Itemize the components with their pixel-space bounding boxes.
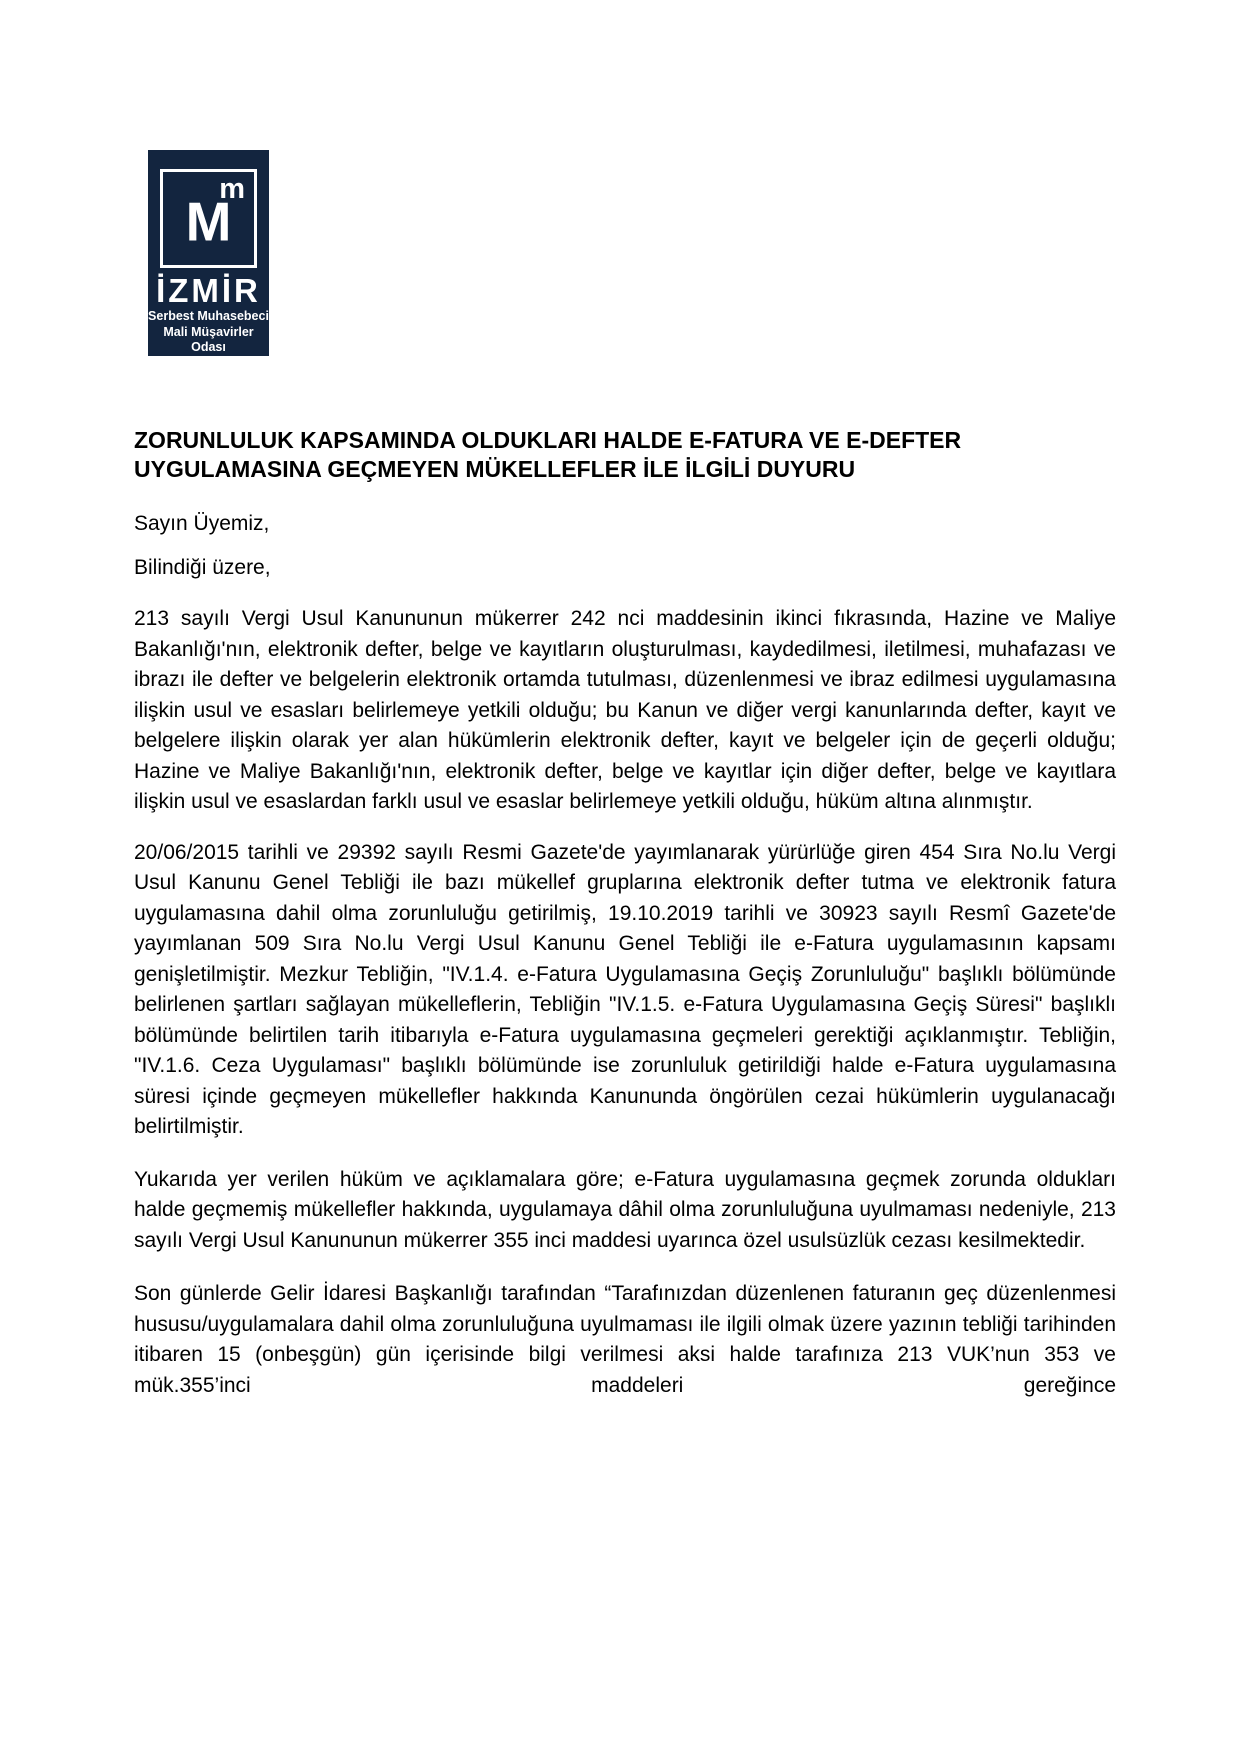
paragraph-legal-basis: 213 sayılı Vergi Usul Kanununun mükerrer 242 nci maddesinin ikinci fıkrasında, Hazine ve Maliye Bakanlığı'nın, elektronik defter, belge ve kayıtların oluşturulması, kaydedilmesi, iletilmesi, muhafazası ve ibrazı ile defter ve belgelerin elektronik ortamda tutulması, düzenlenmesi ve ibraz edilmesi uygulamasına ilişkin usul ve esasları belirlemeye yetkili olduğu; bu Kanun ve diğer vergi kanunlarında defter, kayıt ve belgelere ilişkin olarak yer alan hükümlerin elektronik defter, kayıt ve belgeler için de geçerli olduğu; Hazine ve Maliye Bakanlığı'nın, elektronik defter, belge ve kayıtlar için diğer defter, belge ve kayıtlara ilişkin usul ve esaslardan farklı usul ve esaslar belirlemeye yetkili olduğu, hüküm altına alınmıştır. — [134, 607, 1116, 813]
document-title: ZORUNLULUK KAPSAMINDA OLDUKLARI HALDE E-FATURA VE E-DEFTER UYGULAMASINA GEÇMEYEN MÜKELLEFLER İLE İLGİLİ DUYURU — [134, 427, 962, 482]
salutation: Sayın Üyemiz, — [134, 512, 270, 535]
document-body — [134, 426, 1116, 1401]
intro-line: Bilindiği üzere, — [134, 555, 271, 579]
izmir-smmm-logo — [148, 150, 269, 356]
paragraph-gib-notice-truncated: Son günlerde Gelir İdaresi Başkanlığı tarafından “Tarafınızdan düzenlenen faturanın geç düzenlenmesi hususu/uygulamalara dahil olma zorunluluğuna uyulmaması ile ilgili olmak üzere yazının tebliği tarihinden itibaren 15 (onbeşgün) gün içerisinde bilgi verilmesi aksi halde tarafınıza 213 VUK’nun 353 ve mük.355’inci maddeleri gereğince — [134, 1282, 1116, 1397]
logo-org-line1: Serbest Muhasebeci — [148, 309, 269, 323]
logo-letter-m: M — [185, 190, 232, 253]
logo-element-square — [160, 169, 257, 268]
paragraph-teblig-details: 20/06/2015 tarihli ve 29392 sayılı Resmi Gazete'de yayımlanarak yürürlüğe giren 454 Sıra No.lu Vergi Usul Kanunu Genel Tebliği ile bazı mükellef gruplarına elektronik defter tutma ve elektronik fatura uygulamasına dahil olma zorunluluğu getirilmiş, 19.10.2019 tarihli ve 30923 sayılı Resmî Gazete'de yayımlanan 509 Sıra No.lu Vergi Usul Kanunu Genel Tebliği ile e-Fatura uygulamasının kapsamı genişletilmiştir. Mezkur Tebliğin, "IV.1.4. e-Fatura Uygulamasına Geçiş Zorunluluğu" başlıklı bölümünde belirlenen şartları sağlayan mükelleflerin, Tebliğin "IV.1.5. e-Fatura Uygulamasına Geçiş Süresi" başlıklı bölümünde belirtilen tarih itibarıyla e-Fatura uygulamasına geçmeleri gerektiği açıklanmıştır. Tebliğin, "IV.1.6. Ceza Uygulaması" başlıklı bölümünde ise zorunluluk getirildiği halde e-Fatura uygulamasına süresi içinde geçmeyen mükellefler hakkında Kanununda öngörülen cezai hükümlerin uygulanacağı belirtilmiştir. — [134, 840, 1116, 1138]
logo-org-line2: Mali Müşavirler Odası — [163, 324, 254, 354]
logo-superscript-m: m — [219, 173, 245, 205]
paragraph-penalty: Yukarıda yer verilen hüküm ve açıklamalara göre; e-Fatura uygulamasına geçmek zorunda oldukları halde geçmemiş mükellefler hakkında, uygulamaya dâhil olma zorunluluğuna uyulmaması nedeniyle, 213 sayılı Vergi Usul Kanununun mükerrer 355 inci maddesi uyarınca özel usulsüzlük cezası kesilmektedir. — [134, 1167, 1116, 1252]
logo-city-name: İZMİR — [156, 272, 261, 309]
